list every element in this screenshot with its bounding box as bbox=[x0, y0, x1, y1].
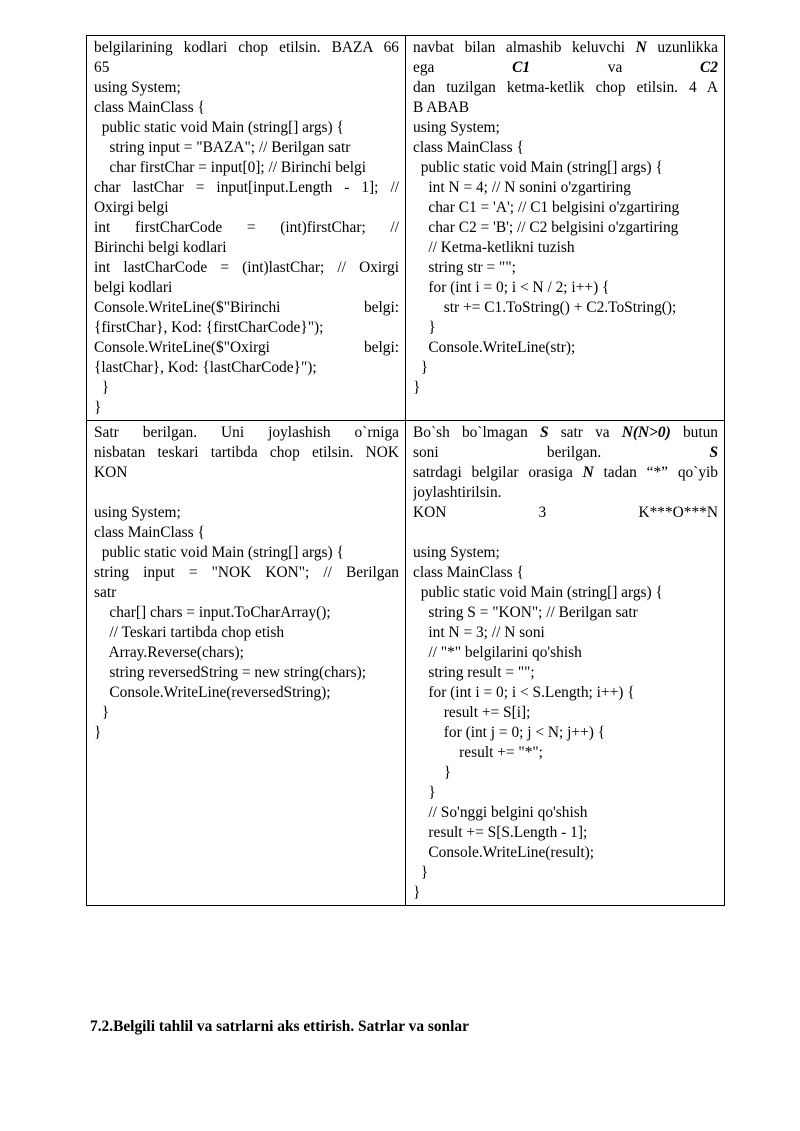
text-line: B ABAB bbox=[413, 99, 470, 116]
text-line: } bbox=[94, 399, 102, 416]
text-line: joylashtirilsin. bbox=[413, 484, 502, 501]
text-line: belgi kodlari bbox=[94, 279, 173, 296]
text-line: } bbox=[94, 704, 110, 721]
text-line: // So'nggi belgini qo'shish bbox=[413, 804, 588, 821]
text-line: } bbox=[413, 319, 436, 336]
cell-task-first-last-char-codes bbox=[87, 36, 406, 421]
text-line: // Teskari tartibda chop etish bbox=[94, 624, 285, 641]
table-row bbox=[87, 36, 725, 421]
text-line: public static void Main (string[] args) { bbox=[413, 159, 663, 176]
text-line: int lastCharCode = (int)lastChar; // Oxirgi bbox=[94, 259, 399, 276]
text-line: string str = ""; bbox=[413, 259, 516, 276]
text-line: for (int i = 0; i < N / 2; i++) { bbox=[413, 279, 610, 296]
text-line: Console.WriteLine($"Birinchi belgi: bbox=[94, 299, 399, 316]
text-line: for (int i = 0; i < S.Length; i++) { bbox=[413, 684, 635, 701]
text-line: char C1 = 'A'; // C1 belgisini o'zgartiring bbox=[413, 199, 680, 216]
text-line: result += "*"; bbox=[413, 744, 543, 761]
text-line: Console.WriteLine(result); bbox=[413, 844, 595, 861]
text-line: Bo`sh bo`lmagan S satr va N(N>0) butun bbox=[413, 424, 718, 441]
text-line: char[] chars = input.ToCharArray(); bbox=[94, 604, 331, 621]
text-line: Console.WriteLine(reversedString); bbox=[94, 684, 331, 701]
text-line: result += S[S.Length - 1]; bbox=[413, 824, 588, 841]
text-line: dan tuzilgan ketma-ketlik chop etilsin. 4 A bbox=[413, 79, 718, 96]
text-line: class MainClass { bbox=[94, 99, 205, 116]
text-line: public static void Main (string[] args) { bbox=[94, 544, 344, 561]
text-line: } bbox=[413, 784, 436, 801]
text-line: satr bbox=[94, 584, 117, 601]
cell-task-insert-stars bbox=[406, 421, 725, 906]
text-line: {lastChar}, Kod: {lastCharCode}"); bbox=[94, 359, 317, 376]
text-line: } bbox=[94, 724, 102, 741]
text-line: {firstChar}, Kod: {firstCharCode}"); bbox=[94, 319, 324, 336]
cell-task-reverse-string bbox=[87, 421, 406, 906]
text-line: string reversedString = new string(chars); bbox=[94, 664, 366, 681]
text-line: string input = "NOK KON"; // Berilgan bbox=[94, 564, 399, 581]
text-line: public static void Main (string[] args) { bbox=[94, 119, 344, 136]
text-line: Birinchi belgi kodlari bbox=[94, 239, 227, 256]
text-line: navbat bilan almashib keluvchi N uzunlikka bbox=[413, 39, 718, 56]
table-row bbox=[87, 421, 725, 906]
text-line: } bbox=[413, 764, 452, 781]
text-line bbox=[94, 483, 399, 503]
text-line: soni berilgan. S bbox=[413, 444, 718, 461]
text-line: } bbox=[413, 884, 421, 901]
text-line: Oxirgi belgi bbox=[94, 199, 169, 216]
text-line: belgilarining kodlari chop etilsin. BAZA 66 bbox=[94, 39, 399, 56]
text-line bbox=[413, 523, 718, 543]
text-line: result += S[i]; bbox=[413, 704, 531, 721]
text-line: for (int j = 0; j < N; j++) { bbox=[413, 724, 606, 741]
text-line: char C2 = 'B'; // C2 belgisini o'zgartiring bbox=[413, 219, 679, 236]
text-line: } bbox=[413, 864, 429, 881]
text-line: 65 bbox=[94, 59, 110, 76]
text-line: Console.WriteLine($"Oxirgi belgi: bbox=[94, 339, 399, 356]
text-line: int N = 3; // N soni bbox=[413, 624, 545, 641]
text-line: class MainClass { bbox=[94, 524, 205, 541]
text-line: Satr berilgan. Uni joylashish o`rniga bbox=[94, 424, 399, 441]
text-line: char lastChar = input[input.Length - 1]; // bbox=[94, 179, 399, 196]
text-line: using System; bbox=[94, 504, 181, 521]
text-line: satrdagi belgilar orasiga N tadan “*” qo`yib bbox=[413, 464, 718, 481]
text-line: KON 3 K***O***N bbox=[413, 504, 718, 521]
text-line: class MainClass { bbox=[413, 564, 524, 581]
text-line: string result = ""; bbox=[413, 664, 535, 681]
text-line: int firstCharCode = (int)firstChar; // bbox=[94, 219, 399, 236]
text-line: nisbatan teskari tartibda chop etilsin. NOK bbox=[94, 444, 399, 461]
text-line: } bbox=[94, 379, 110, 396]
cell-task-alternating-sequence bbox=[406, 36, 725, 421]
text-line: using System; bbox=[94, 79, 181, 96]
text-line: char firstChar = input[0]; // Birinchi belgi bbox=[94, 159, 366, 176]
text-line: Console.WriteLine(str); bbox=[413, 339, 576, 356]
text-line: ega C1 va C2 bbox=[413, 59, 718, 76]
section-title: 7.2.Belgili tahlil va satrlarni aks ettirish. Satrlar va sonlar bbox=[90, 1018, 469, 1035]
text-line: using System; bbox=[413, 544, 500, 561]
text-line: class MainClass { bbox=[413, 139, 524, 156]
tasks-table bbox=[86, 35, 725, 906]
text-line: public static void Main (string[] args) { bbox=[413, 584, 663, 601]
text-line: KON bbox=[94, 464, 128, 481]
text-line: } bbox=[413, 379, 421, 396]
text-line: } bbox=[413, 359, 429, 376]
text-line: string input = "BAZA"; // Berilgan satr bbox=[94, 139, 351, 156]
text-line: str += C1.ToString() + C2.ToString(); bbox=[413, 299, 677, 316]
text-line: int N = 4; // N sonini o'zgartiring bbox=[413, 179, 631, 196]
text-line: // "*" belgilarini qo'shish bbox=[413, 644, 582, 661]
text-line: // Ketma-ketlikni tuzish bbox=[413, 239, 575, 256]
text-line: Array.Reverse(chars); bbox=[94, 644, 244, 661]
text-line: string S = "KON"; // Berilgan satr bbox=[413, 604, 638, 621]
text-line: using System; bbox=[413, 119, 500, 136]
